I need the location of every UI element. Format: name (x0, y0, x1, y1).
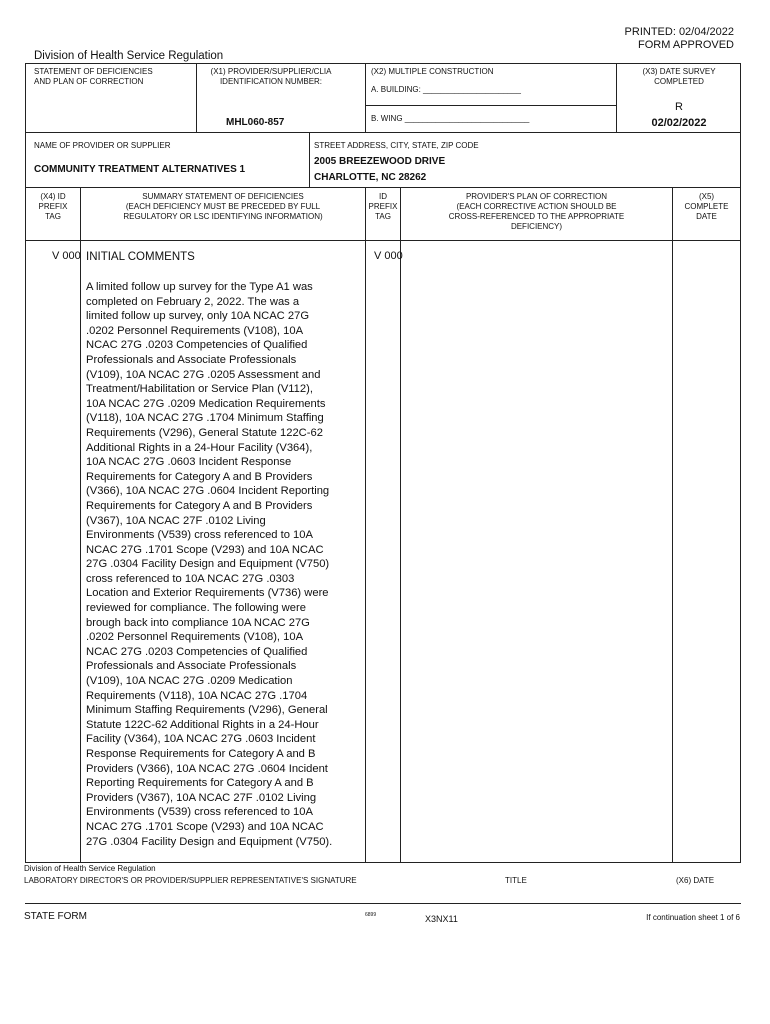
tag-left: V 000 (52, 250, 81, 262)
form-approved: FORM APPROVED (638, 39, 734, 51)
tag-right: V 000 (374, 250, 403, 262)
entry-heading: INITIAL COMMENTS (86, 251, 195, 263)
col-x5-header: (X5) COMPLETE DATE (684, 192, 729, 221)
title-label: TITLE (505, 876, 527, 885)
col-id-prefix-header: ID PREFIX TAG (368, 192, 398, 221)
provider-name-label: NAME OF PROVIDER OR SUPPLIER (34, 141, 171, 150)
street-line2: CHARLOTTE, NC 28262 (314, 172, 427, 183)
x3-revisit: R (675, 101, 683, 113)
x1-label: (X1) PROVIDER/SUPPLIER/CLIA IDENTIFICATION NUMBER: (210, 67, 332, 86)
form-id: X3NX11 (425, 914, 458, 924)
statement-label: STATEMENT OF DEFICIENCIES AND PLAN OF CORRECTION (34, 67, 153, 86)
printed-date: PRINTED: 02/04/2022 (624, 26, 734, 38)
division-title: Division of Health Service Regulation (34, 50, 224, 62)
form-code: 6899 (365, 912, 377, 918)
x3-label: (X3) DATE SURVEY COMPLETED (642, 67, 716, 86)
signature-label: LABORATORY DIRECTOR'S OR PROVIDER/SUPPLIER REPRESENTATIVE'S SIGNATURE (24, 876, 357, 885)
wing-field: B. WING ____________________________ (371, 114, 530, 123)
footer-division: Division of Health Service Regulation (24, 864, 156, 873)
x3-date: 02/02/2022 (651, 117, 707, 129)
building-field: A. BUILDING: ______________________ (371, 85, 521, 94)
x1-value: MHL060-857 (226, 117, 285, 128)
col-summary-header: SUMMARY STATEMENT OF DEFICIENCIES (EACH DEFICIENCY MUST BE PRECEDED BY FULL REGULATORY OR LSC IDENTIFYING INFORMATION) (123, 192, 323, 221)
x6-date-label: (X6) DATE (676, 876, 715, 885)
entry-body: A limited follow up survey for the Type A1 was completed on February 2, 2022. The was a limited follow up survey, only 10A NCAC 27G .0202 Personnel Requirements (V108), 10A NCAC 27G .0203 Competencies of Qualified Professionals and Associate Professionals (V109), 10A NCAC 27G .0205 Assessment and Treatment/Habilitation or Service Plan (V112), 10A NCAC 27G .0209 Medication Requirements (V118), 10A NCAC 27G .1704 Minimum Staffing Requirements (V296), General Statute 122C-62 Additional Rights in a 24-Hour Facility (V364), 10A NCAC 27G .0603 Incident Response Requirements for Category A and B Providers (V366), 10A NCAC 27G .0604 Incident Reporting Requirements for Category A and B Providers (V367), 10A NCAC 27F .0102 Living Environments (V539) cross referenced to 10A NCAC 27G .1701 Scope (V293) and 10A NCAC 27G .0304 Facility Design and Equipment (V750) cross referenced to 10A NCAC 27G .0303 Location and Exterior Requirements (V736) were reviewed for compliance. The following were brough back into compliance 10A NCAC 27G .0202 Personnel Requirements (V108), 10A NCAC 27G .0203 Competencies of Qualified Professionals and Associate Professionals (V109), 10A NCAC 27G .0209 Medication Requirements (V118), 10A NCAC 27G .1704 Minimum Staffing Requirements (V296), General Statute 122C-62 Additional Rights in a 24-Hour Facility (V364), 10A NCAC 27G .0603 Incident Response Requirements for Category A and B Providers (V366), 10A NCAC 27G .0604 Incident Reporting Requirements for Category A and B Providers (V367), 10A NCAC 27F .0102 Living Environments (V539) cross referenced to 10A NCAC 27G .1701 Scope (V293) and 10A NCAC 27G .0304 Facility Design and Equipment (V750). (86, 281, 333, 848)
col-plan-header: PROVIDER'S PLAN OF CORRECTION (EACH CORRECTIVE ACTION SHOULD BE CROSS-REFERENCED TO THE APPROPRIATE DEFICIENCY) (448, 192, 625, 231)
col-x4-header: (X4) ID PREFIX TAG (38, 192, 68, 221)
street-line1: 2005 BREEZEWOOD DRIVE (314, 156, 446, 167)
continuation-sheet: If continuation sheet 1 of 6 (646, 913, 740, 922)
x2-label: (X2) MULTIPLE CONSTRUCTION (371, 67, 494, 76)
street-label: STREET ADDRESS, CITY, STATE, ZIP CODE (314, 141, 479, 150)
provider-name: COMMUNITY TREATMENT ALTERNATIVES 1 (34, 164, 246, 175)
state-form: STATE FORM (24, 911, 87, 922)
